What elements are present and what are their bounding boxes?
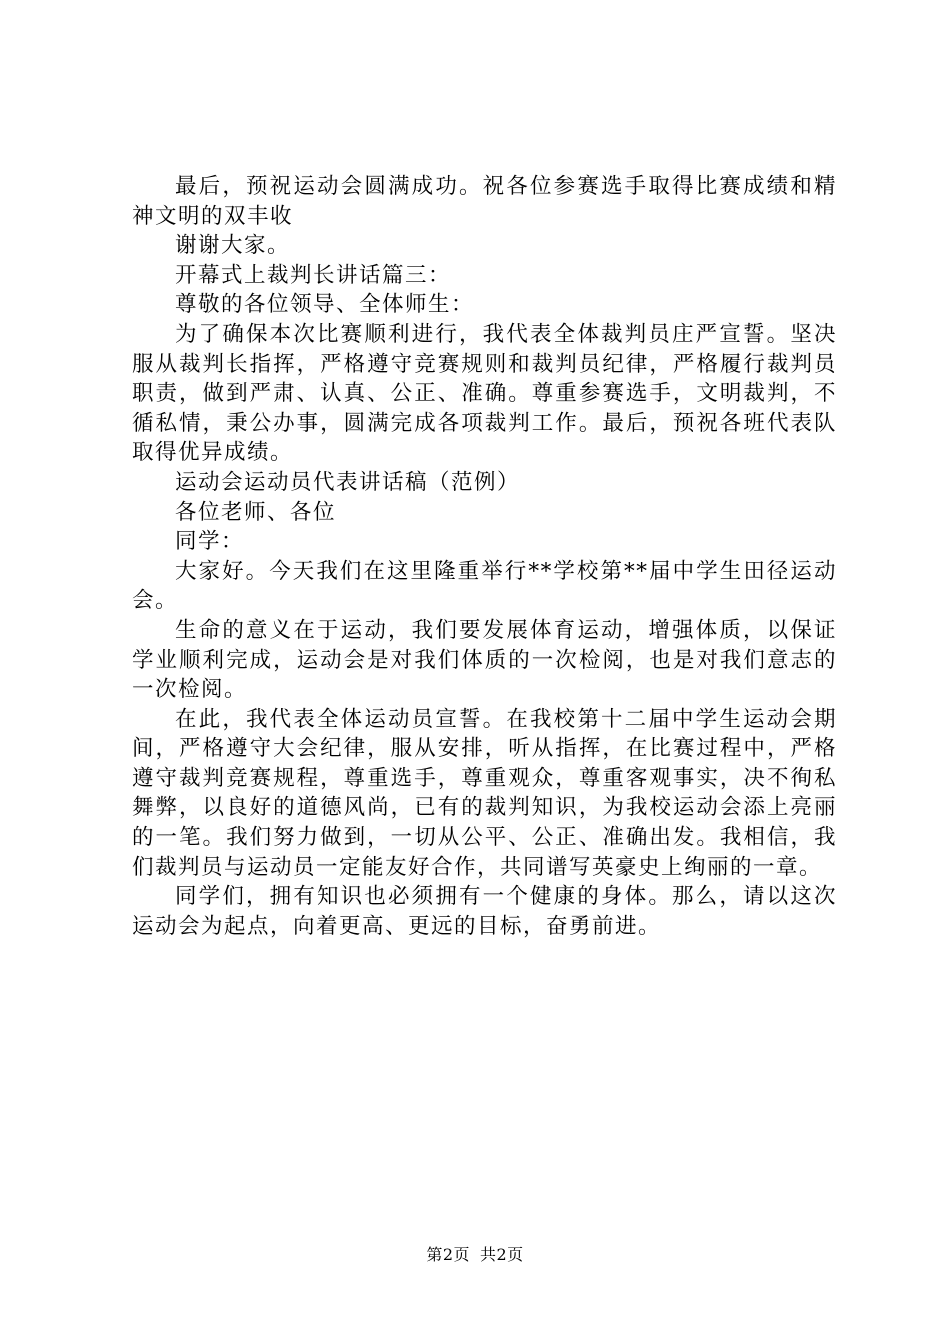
paragraph-encouragement: 同学们，拥有知识也必须拥有一个健康的身体。那么，请以这次运动会为起点，向着更高、更远的目标，奋勇前进。 [132,884,837,939]
document-body [132,172,837,941]
paragraph-thanks: 谢谢大家。 [175,233,291,259]
paragraph-meaning-of-sport: 生命的意义在于运动，我们要发展体育运动，增强体质，以保证学业顺利完成，运动会是对我们体质的一次检阅，也是对我们意志的一次检阅。 [132,617,837,703]
paragraph-athlete-oath: 在此，我代表全体运动员宣誓。在我校第十二届中学生运动会期间，严格遵守大会纪律，服从安排，听从指挥，在比赛过程中，严格遵守裁判竞赛规程，尊重选手，尊重观众，尊重客观事实，决不徇私舞弊，以良好的道德风尚，已有的裁判知识，为我校运动会添上亮丽的一笔。我们努力做到，一切从公平、公正、准确出发。我相信，我们裁判员与运动员一定能友好合作，共同谱写英豪史上绚丽的一章。 [132,706,837,880]
paragraph-salutation-teachers: 各位老师、各位 [175,499,337,525]
paragraph-salutation-students: 同学： [175,529,245,555]
section-heading-athlete-speech: 运动会运动员代表讲话稿（范例） [175,469,521,495]
section-heading-referee-speech: 开幕式上裁判长讲话篇三： [175,262,452,288]
page-number-current: 第2页 [426,1245,470,1264]
page-number-total: 共2页 [480,1245,524,1264]
paragraph-salutation-leaders: 尊敬的各位领导、全体师生： [175,292,475,318]
paragraph-closing-wishes: 最后，预祝运动会圆满成功。祝各位参赛选手取得比赛成绩和精神文明的双丰收 [132,174,837,229]
paragraph-referee-oath: 为了确保本次比赛顺利进行，我代表全体裁判员庄严宣誓。坚决服从裁判长指挥，严格遵守竞赛规则和裁判员纪律，严格履行裁判员职责，做到严肃、认真、公正、准确。尊重参赛选手，文明裁判，不循私情，秉公办事，圆满完成各项裁判工作。最后，预祝各班代表队取得优异成绩。 [132,321,837,466]
page-footer [0,1245,950,1265]
paragraph-greeting: 大家好。今天我们在这里隆重举行**学校第**届中学生田径运动会。 [132,558,837,614]
